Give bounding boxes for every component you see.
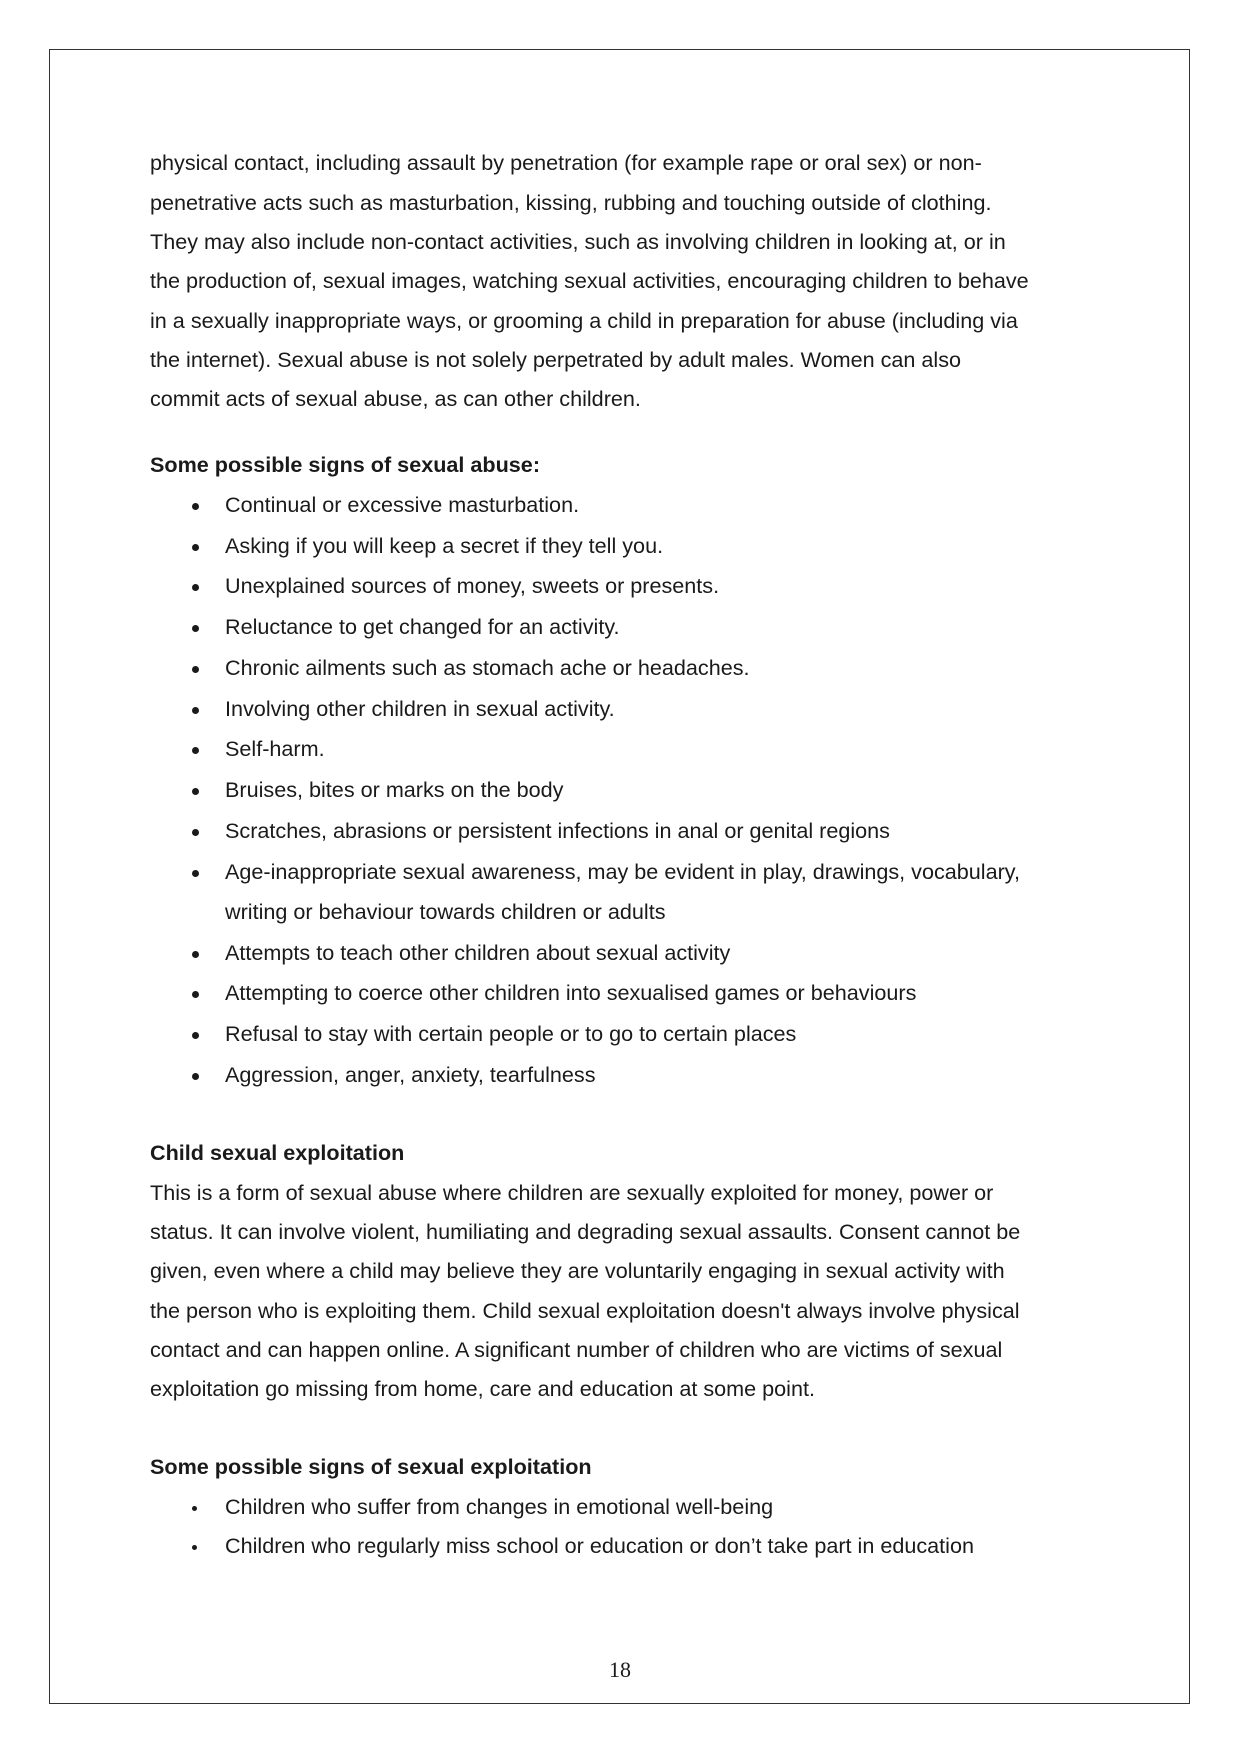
- list-item: Aggression, anger, anxiety, tearfulness: [225, 1062, 596, 1087]
- list-item: Attempts to teach other children about sexual activity: [225, 940, 731, 965]
- list-item: Self-harm.: [225, 736, 325, 761]
- list-item: Involving other children in sexual activity.: [225, 696, 615, 721]
- section-heading-exploitation-signs: Some possible signs of sexual exploitation: [150, 1454, 592, 1479]
- intro-line: commit acts of sexual abuse, as can other children.: [150, 386, 641, 411]
- intro-line: physical contact, including assault by penetration (for example rape or oral sex) or non-: [150, 150, 982, 175]
- bullet-icon: [192, 951, 199, 958]
- bullet-icon: [192, 870, 199, 877]
- bullet-icon: [192, 503, 199, 510]
- bullet-icon: [192, 1506, 197, 1511]
- list-item: Reluctance to get changed for an activity.: [225, 614, 620, 639]
- intro-line: penetrative acts such as masturbation, kissing, rubbing and touching outside of clothing.: [150, 190, 992, 215]
- list-item: Attempting to coerce other children into sexualised games or behaviours: [225, 980, 917, 1005]
- page-number: 18: [609, 1657, 631, 1682]
- intro-line: the internet). Sexual abuse is not solely perpetrated by adult males. Women can also: [150, 347, 962, 372]
- bullet-icon: [192, 584, 199, 591]
- list-item: Chronic ailments such as stomach ache or headaches.: [225, 655, 750, 680]
- section-heading-exploitation: Child sexual exploitation: [150, 1140, 405, 1165]
- list-item: Children who regularly miss school or education or don’t take part in education: [225, 1533, 974, 1558]
- exploitation-line: the person who is exploiting them. Child sexual exploitation doesn't always involve physical: [150, 1298, 1020, 1323]
- bullet-icon: [192, 625, 199, 632]
- list-item: Scratches, abrasions or persistent infections in anal or genital regions: [225, 818, 890, 843]
- bullet-icon: [192, 829, 199, 836]
- exploitation-line: exploitation go missing from home, care and education at some point.: [150, 1376, 815, 1401]
- exploitation-line: given, even where a child may believe they are voluntarily engaging in sexual activity with: [150, 1258, 1005, 1283]
- bullet-icon: [192, 747, 199, 754]
- list-item: Asking if you will keep a secret if they tell you.: [225, 533, 664, 558]
- intro-line: the production of, sexual images, watching sexual activities, encouraging children to behave: [150, 268, 1029, 293]
- exploitation-line: contact and can happen online. A significant number of children who are victims of sexual: [150, 1337, 1003, 1362]
- list-item: Refusal to stay with certain people or to go to certain places: [225, 1021, 797, 1046]
- exploitation-line: This is a form of sexual abuse where children are sexually exploited for money, power or: [150, 1180, 994, 1205]
- bullet-icon: [192, 544, 199, 551]
- list-item: Age-inappropriate sexual awareness, may be evident in play, drawings, vocabulary,: [225, 859, 1021, 884]
- bullet-icon: [192, 991, 199, 998]
- list-item: Continual or excessive masturbation.: [225, 492, 580, 517]
- list-item: Bruises, bites or marks on the body: [225, 777, 564, 802]
- list-item: Unexplained sources of money, sweets or presents.: [225, 573, 720, 598]
- bullet-icon: [192, 707, 199, 714]
- intro-line: in a sexually inappropriate ways, or grooming a child in preparation for abuse (including via: [150, 308, 1018, 333]
- bullet-icon: [192, 1032, 199, 1039]
- bullet-icon: [192, 788, 199, 795]
- bullet-icon: [192, 1073, 199, 1080]
- list-item-continuation: writing or behaviour towards children or adults: [225, 899, 666, 924]
- bullet-icon: [192, 666, 199, 673]
- bullet-icon: [192, 1545, 197, 1550]
- exploitation-line: status. It can involve violent, humiliating and degrading sexual assaults. Consent cannot be: [150, 1219, 1021, 1244]
- intro-line: They may also include non-contact activities, such as involving children in looking at, or in: [150, 229, 1006, 254]
- section-heading-abuse-signs: Some possible signs of sexual abuse:: [150, 452, 541, 477]
- list-item: Children who suffer from changes in emotional well-being: [225, 1494, 774, 1519]
